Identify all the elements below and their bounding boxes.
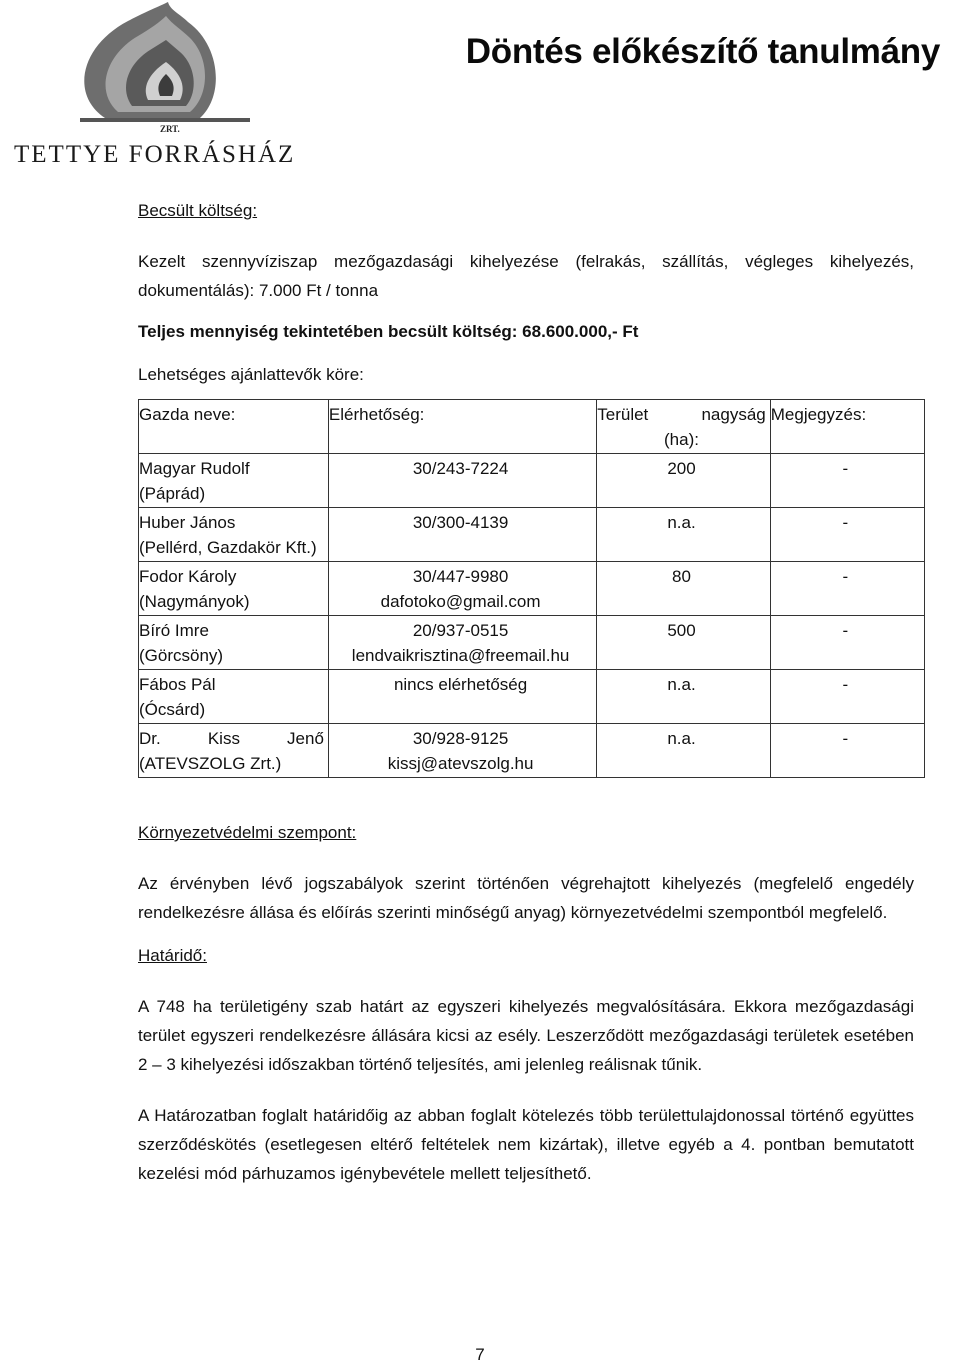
farmer-place: (Ócsárd) xyxy=(139,700,206,719)
deadline-heading: Határidő: xyxy=(138,946,207,965)
environment-heading: Környezetvédelmi szempont: xyxy=(138,823,357,842)
document-title: Döntés előkészítő tanulmány xyxy=(465,32,940,71)
note-value: - xyxy=(770,562,924,616)
farmer-name: Fodor Károly xyxy=(139,567,237,586)
contractors-table xyxy=(138,399,925,778)
table-row xyxy=(139,454,925,508)
column-header-note: Megjegyzés: xyxy=(770,400,924,454)
column-header-area xyxy=(597,400,771,454)
contact-phone: 30/243-7224 xyxy=(412,459,509,478)
logo-badge-text: ZRT. xyxy=(160,124,180,134)
company-logo xyxy=(10,0,310,170)
farmer-name: Dr. Kiss Jenő xyxy=(139,729,324,748)
note-value: - xyxy=(770,616,924,670)
area-value: n.a. xyxy=(597,670,771,724)
table-row xyxy=(139,724,925,778)
table-row xyxy=(139,508,925,562)
tettye-forrashaz-logo-icon xyxy=(10,0,310,170)
farmer-name: Magyar Rudolf xyxy=(139,459,250,478)
deadline-paragraph-1: A 748 ha területigény szab határt az egyszeri kihelyezés megvalósítására. Ekkora mezőgazdasági terület egyszeri rendelkezésre állására kicsi az esély. Leszerződött mezőgazdasági területek esetében 2 – 3 kihelyezési időszakban történő teljesítés, ami jelenleg reálisnak tűnik. xyxy=(138,997,914,1074)
area-value: 200 xyxy=(597,454,771,508)
note-value: - xyxy=(770,454,924,508)
cost-total: Teljes mennyiség tekintetében becsült költség: 68.600.000,- Ft xyxy=(138,322,639,341)
farmer-place: (Pellérd, Gazdakör Kft.) xyxy=(139,538,317,557)
contact-email: dafotoko@gmail.com xyxy=(380,592,541,611)
column-header-area-line2: (ha): xyxy=(664,430,699,449)
contractors-heading: Lehetséges ajánlattevők köre: xyxy=(138,365,364,384)
farmer-name: Fábos Pál xyxy=(139,675,216,694)
page-number: 7 xyxy=(475,1345,485,1364)
environment-text: Az érvényben lévő jogszabályok szerint történően végrehajtott kihelyezés (megfelelő engedély rendelkezésre állása és előírás szerinti minőségű anyag) környezetvédelmi szempontból megfelelő. xyxy=(138,874,914,922)
contact-email: kissj@atevszolg.hu xyxy=(387,754,534,773)
column-header-contact: Elérhetőség: xyxy=(328,400,596,454)
contact-phone: 30/300-4139 xyxy=(412,513,509,532)
main-content xyxy=(138,196,914,1188)
table-row xyxy=(139,562,925,616)
area-value: 80 xyxy=(597,562,771,616)
contact-phone: 30/928-9125 xyxy=(412,729,509,748)
table-row xyxy=(139,670,925,724)
table-row xyxy=(139,616,925,670)
table-header-row xyxy=(139,400,925,454)
contact-phone: nincs elérhetőség xyxy=(393,675,528,694)
contact-email: lendvaikrisztina@freemail.hu xyxy=(351,646,570,665)
farmer-place: (ATEVSZOLG Zrt.) xyxy=(139,754,282,773)
farmer-place: (Görcsöny) xyxy=(139,646,224,665)
logo-name-text: TETTYE FORRÁSHÁZ xyxy=(14,141,296,168)
note-value: - xyxy=(770,670,924,724)
farmer-place: (Páprád) xyxy=(139,484,206,503)
area-value: n.a. xyxy=(597,508,771,562)
area-value: 500 xyxy=(597,616,771,670)
note-value: - xyxy=(770,508,924,562)
column-header-name: Gazda neve: xyxy=(139,400,329,454)
contact-phone: 20/937-0515 xyxy=(412,621,509,640)
deadline-paragraph-2: A Határozatban foglalt határidőig az abban foglalt kötelezés több területtulajdonossal történő együttes szerződéskötés (esetlegesen eltérő feltételek nem kizártak), illetve egyéb a 4. pontban bemutatott kezelési mód párhuzamos igénybevétele mellett teljesíthető. xyxy=(138,1106,914,1183)
farmer-place: (Nagymányok) xyxy=(139,592,250,611)
cost-description: Kezelt szennyvíziszap mezőgazdasági kihelyezése (felrakás, szállítás, végleges kihelyezés, dokumentálás): 7.000 Ft / tonna xyxy=(138,252,914,300)
contact-phone: 30/447-9980 xyxy=(412,567,509,586)
farmer-name: Bíró Imre xyxy=(139,621,209,640)
column-header-area-line1: Terület nagyság xyxy=(597,405,766,424)
cost-heading: Becsült költség: xyxy=(138,201,258,220)
note-value: - xyxy=(770,724,924,778)
area-value: n.a. xyxy=(597,724,771,778)
farmer-name: Huber János xyxy=(139,513,236,532)
